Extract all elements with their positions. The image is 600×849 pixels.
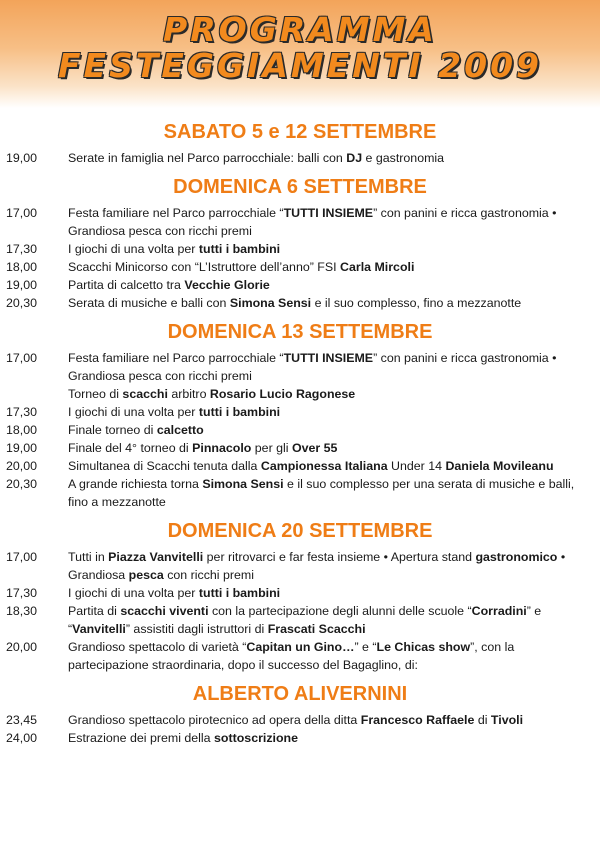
event-row — [0, 149, 600, 167]
event-row — [0, 729, 600, 747]
event-description: Festa familiare nel Parco parrocchiale “TUTTI INSIEME” con panini e ricca gastronomia • Grandiosa pesca con ricchi premi — [68, 351, 557, 383]
event-time — [0, 385, 68, 403]
event-description: Partita di calcetto tra Vecchie Glorie — [68, 278, 270, 292]
event-row — [0, 475, 600, 511]
title-line-2: FESTEGGIAMENTI 2009 — [57, 46, 543, 85]
event-description: Simultanea di Scacchi tenuta dalla Campionessa Italiana Under 14 Daniela Movileanu — [68, 459, 554, 473]
event-description: Tutti in Piazza Vanvitelli per ritrovarci e far festa insieme • Apertura stand gastronomico • Grandiosa pesca con ricchi premi — [68, 550, 566, 582]
event-time: 18,00 — [6, 260, 38, 274]
event-description: Torneo di scacchi arbitro Rosario Lucio Ragonese — [68, 387, 356, 401]
event-description: Grandioso spettacolo pirotecnico ad opera della ditta Francesco Raffaele di Tivoli — [68, 713, 524, 727]
event-row — [0, 457, 600, 475]
event-description: Partita di scacchi viventi con la partecipazione degli alunni delle scuole “Corradini” e “Vanvitelli” assistiti dagli istruttori di Frascati Scacchi — [68, 604, 542, 636]
event-row — [0, 276, 600, 294]
section — [0, 173, 600, 318]
event-description: I giochi di una volta per tutti i bambini — [68, 586, 281, 600]
event-row — [0, 294, 600, 312]
event-row — [0, 385, 600, 403]
event-row — [0, 584, 600, 602]
section — [0, 680, 600, 747]
event-row — [0, 421, 600, 439]
event-description: A grande richiesta torna Simona Sensi e il suo complesso per una serata di musiche e balli, fino a mezzanotte — [68, 477, 575, 509]
event-row — [0, 204, 600, 240]
event-description: Scacchi Minicorso con “L’Istruttore dell’anno” FSI Carla Mircoli — [68, 260, 415, 274]
event-time: 17,00 — [6, 351, 38, 365]
title-line-1: PROGRAMMA — [163, 10, 437, 49]
event-description: Serate in famiglia nel Parco parrocchiale: balli con DJ e gastronomia — [68, 151, 445, 165]
event-time: 17,00 — [6, 550, 38, 564]
event-row — [0, 349, 600, 385]
event-row — [0, 711, 600, 729]
event-description: Festa familiare nel Parco parrocchiale “TUTTI INSIEME” con panini e ricca gastronomia • Grandiosa pesca con ricchi premi — [68, 206, 557, 238]
section-title: DOMENICA 20 SETTEMBRE — [167, 520, 433, 542]
event-time: 20,00 — [6, 459, 38, 473]
event-time: 19,00 — [6, 278, 38, 292]
section-title: DOMENICA 6 SETTEMBRE — [173, 176, 427, 198]
programme-content — [0, 118, 600, 747]
event-row — [0, 602, 600, 638]
section — [0, 318, 600, 517]
event-row — [0, 439, 600, 457]
event-time: 20,00 — [6, 640, 38, 654]
event-row — [0, 638, 600, 674]
section — [0, 118, 600, 173]
event-description: I giochi di una volta per tutti i bambini — [68, 242, 281, 256]
event-time: 17,30 — [6, 242, 38, 256]
event-time: 20,30 — [6, 296, 38, 310]
event-time: 24,00 — [6, 731, 38, 745]
section-title: SABATO 5 e 12 SETTEMBRE — [163, 121, 437, 143]
event-row — [0, 258, 600, 276]
event-description: Serata di musiche e balli con Simona Sensi e il suo complesso, fino a mezzanotte — [68, 296, 522, 310]
event-time: 20,30 — [6, 477, 38, 491]
event-time: 18,30 — [6, 604, 38, 618]
event-description: Estrazione dei premi della sottoscrizione — [68, 731, 299, 745]
event-time: 17,30 — [6, 405, 38, 419]
event-time: 23,45 — [6, 713, 38, 727]
event-time: 19,00 — [6, 441, 38, 455]
event-description: I giochi di una volta per tutti i bambini — [68, 405, 281, 419]
event-time: 17,00 — [6, 206, 38, 220]
event-row — [0, 240, 600, 258]
header-banner — [0, 0, 600, 108]
event-row — [0, 403, 600, 421]
event-time: 18,00 — [6, 423, 38, 437]
section-title: DOMENICA 13 SETTEMBRE — [167, 321, 433, 343]
section-title: ALBERTO ALIVERNINI — [192, 683, 408, 705]
event-row — [0, 548, 600, 584]
event-description: Grandioso spettacolo di varietà “Capitan un Gino…” e “Le Chicas show”, con la partecipazione straordinaria, dopo il successo del Bagaglino, di: — [68, 640, 515, 672]
event-description: Finale torneo di calcetto — [68, 423, 204, 437]
event-time: 19,00 — [6, 151, 38, 165]
section — [0, 517, 600, 680]
event-description: Finale del 4° torneo di Pinnacolo per gli Over 55 — [68, 441, 338, 455]
event-time: 17,30 — [6, 586, 38, 600]
